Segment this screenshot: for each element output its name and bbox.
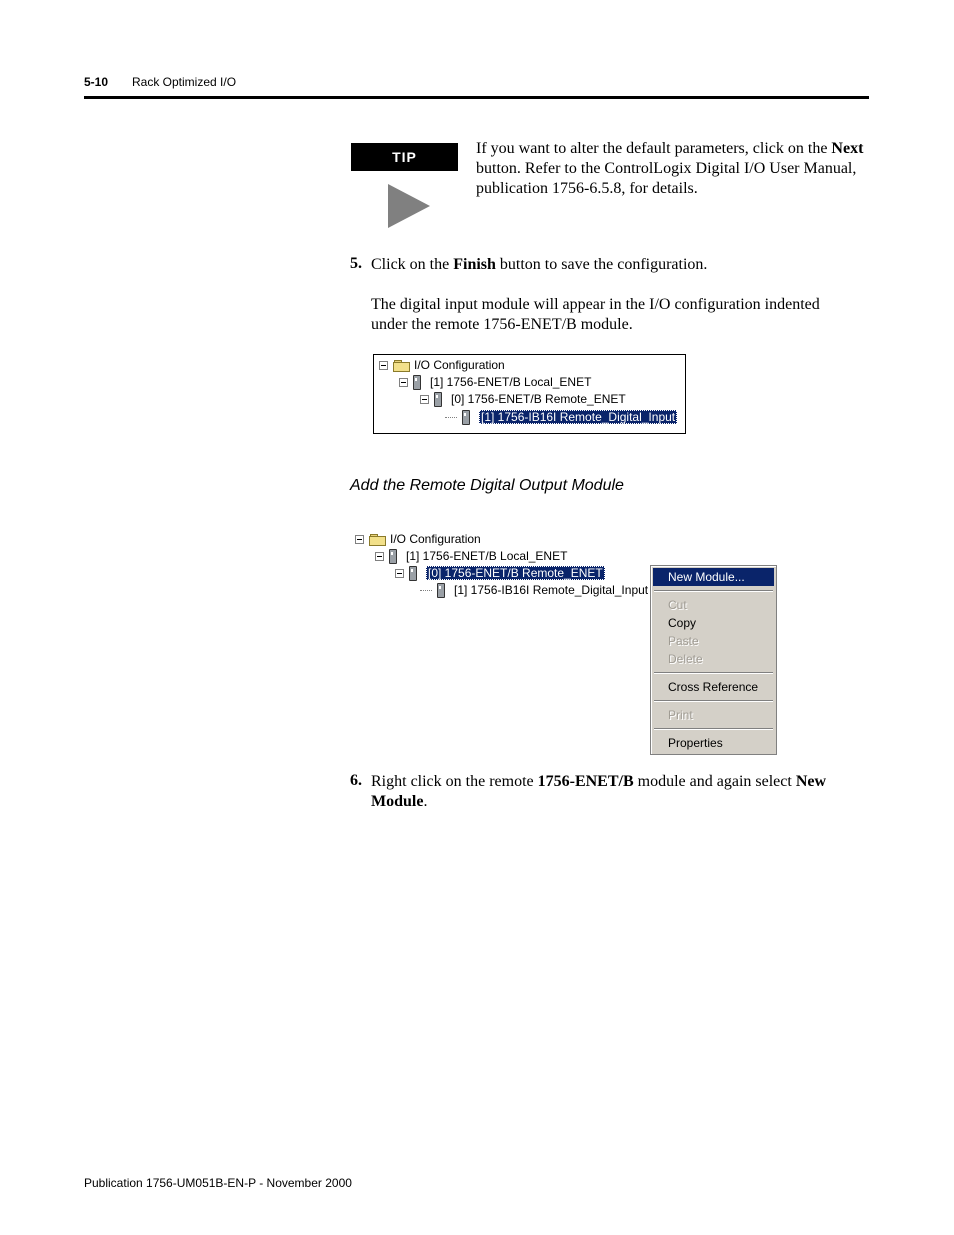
- menu-item-new-module[interactable]: New Module...: [653, 568, 774, 586]
- collapse-icon[interactable]: [420, 395, 429, 404]
- step-text-part: button to save the configuration.: [495, 256, 708, 273]
- tip-text-part: button. Refer to the ControlLogix Digital I/O User Manual, publication 1756-6.5.8, for details.: [476, 160, 857, 197]
- collapse-icon[interactable]: [399, 378, 408, 387]
- tip-label: TIP: [351, 143, 458, 171]
- tree-node-label: [1] 1756-ENET/B Local_ENET: [430, 375, 592, 389]
- tree-node-digital-input[interactable]: [420, 582, 648, 598]
- step-text-part: Right click on the remote: [371, 773, 538, 790]
- io-config-tree-screenshot-2: [350, 530, 650, 605]
- step-text-part: Click on the: [371, 256, 454, 273]
- play-arrow-icon: [386, 184, 432, 233]
- tip-text-part: If you want to alter the default parameters, click on the: [476, 140, 832, 157]
- collapse-icon[interactable]: [395, 569, 404, 578]
- menu-separator: [654, 728, 773, 730]
- step-text-part: module and again select: [633, 773, 796, 790]
- module-ref: 1756-ENET/B: [537, 773, 634, 790]
- tree-node-label: I/O Configuration: [414, 358, 505, 372]
- module-icon: [413, 375, 421, 390]
- step-text-part: .: [423, 793, 428, 810]
- menu-separator: [654, 590, 773, 592]
- menu-item-copy[interactable]: Copy: [668, 616, 697, 630]
- tree-node-label: [0] 1756-ENET/B Remote_ENET: [451, 392, 626, 406]
- header-rule: [84, 96, 869, 99]
- tree-node-label: I/O Configuration: [390, 532, 481, 546]
- tip-text: [476, 139, 868, 199]
- menu-item-cross-reference[interactable]: Cross Reference: [668, 680, 759, 694]
- tree-connector: [420, 590, 432, 591]
- tree-connector: [445, 417, 457, 418]
- step-6-number: 6.: [350, 772, 362, 789]
- step-5-text: [371, 255, 871, 275]
- folder-icon: [369, 534, 385, 545]
- menu-item-cut[interactable]: Cut: [668, 598, 687, 612]
- subheading: Add the Remote Digital Output Module: [350, 477, 624, 494]
- menu-separator: [654, 672, 773, 674]
- module-icon: [409, 566, 417, 581]
- page-number: 5-10: [84, 75, 109, 89]
- menu-item-properties[interactable]: Properties: [668, 736, 723, 750]
- section-title: Rack Optimized I/O: [132, 75, 237, 89]
- tree-node-remote-enet[interactable]: [420, 391, 626, 407]
- tree-node-local-enet[interactable]: [375, 548, 567, 564]
- tree-node-label: [1] 1756-IB16I Remote_Digital_Input: [454, 583, 649, 597]
- next-button-ref: Next: [831, 140, 864, 157]
- module-icon: [389, 549, 397, 564]
- module-icon: [462, 410, 470, 425]
- menu-item-print[interactable]: Print: [668, 708, 693, 722]
- module-icon: [434, 392, 442, 407]
- collapse-icon[interactable]: [355, 535, 364, 544]
- collapse-icon[interactable]: [379, 361, 388, 370]
- step-5-paragraph: The digital input module will appear in the I/O configuration indented under the remote 1756-ENET/B module.: [371, 296, 820, 333]
- finish-button-ref: Finish: [453, 256, 496, 273]
- context-menu: [650, 565, 777, 755]
- tree-node-io-configuration[interactable]: [355, 531, 481, 547]
- collapse-icon[interactable]: [375, 552, 384, 561]
- step-5-number: 5.: [350, 255, 362, 272]
- menu-item-delete[interactable]: Delete: [668, 652, 703, 666]
- folder-icon: [393, 360, 409, 371]
- menu-separator: [654, 700, 773, 702]
- io-config-tree-screenshot-1: [373, 354, 686, 434]
- tree-node-digital-input[interactable]: [445, 409, 677, 425]
- tree-node-label-selected: [0] 1756-ENET/B Remote_ENET: [428, 566, 603, 580]
- module-icon: [437, 583, 445, 598]
- tree-node-local-enet[interactable]: [399, 374, 591, 390]
- new-module-ref: New Module: [371, 773, 827, 810]
- tree-node-label-selected: [1] 1756-IB16I Remote_Digital_Input: [481, 410, 676, 424]
- step-6-text: [371, 772, 871, 812]
- footer-publication: Publication 1756-UM051B-EN-P - November 2000: [84, 1176, 352, 1190]
- tree-node-io-configuration[interactable]: [379, 357, 505, 373]
- menu-item-paste[interactable]: Paste: [668, 634, 699, 648]
- tree-node-label: [1] 1756-ENET/B Local_ENET: [406, 549, 568, 563]
- tree-node-remote-enet[interactable]: [395, 565, 605, 581]
